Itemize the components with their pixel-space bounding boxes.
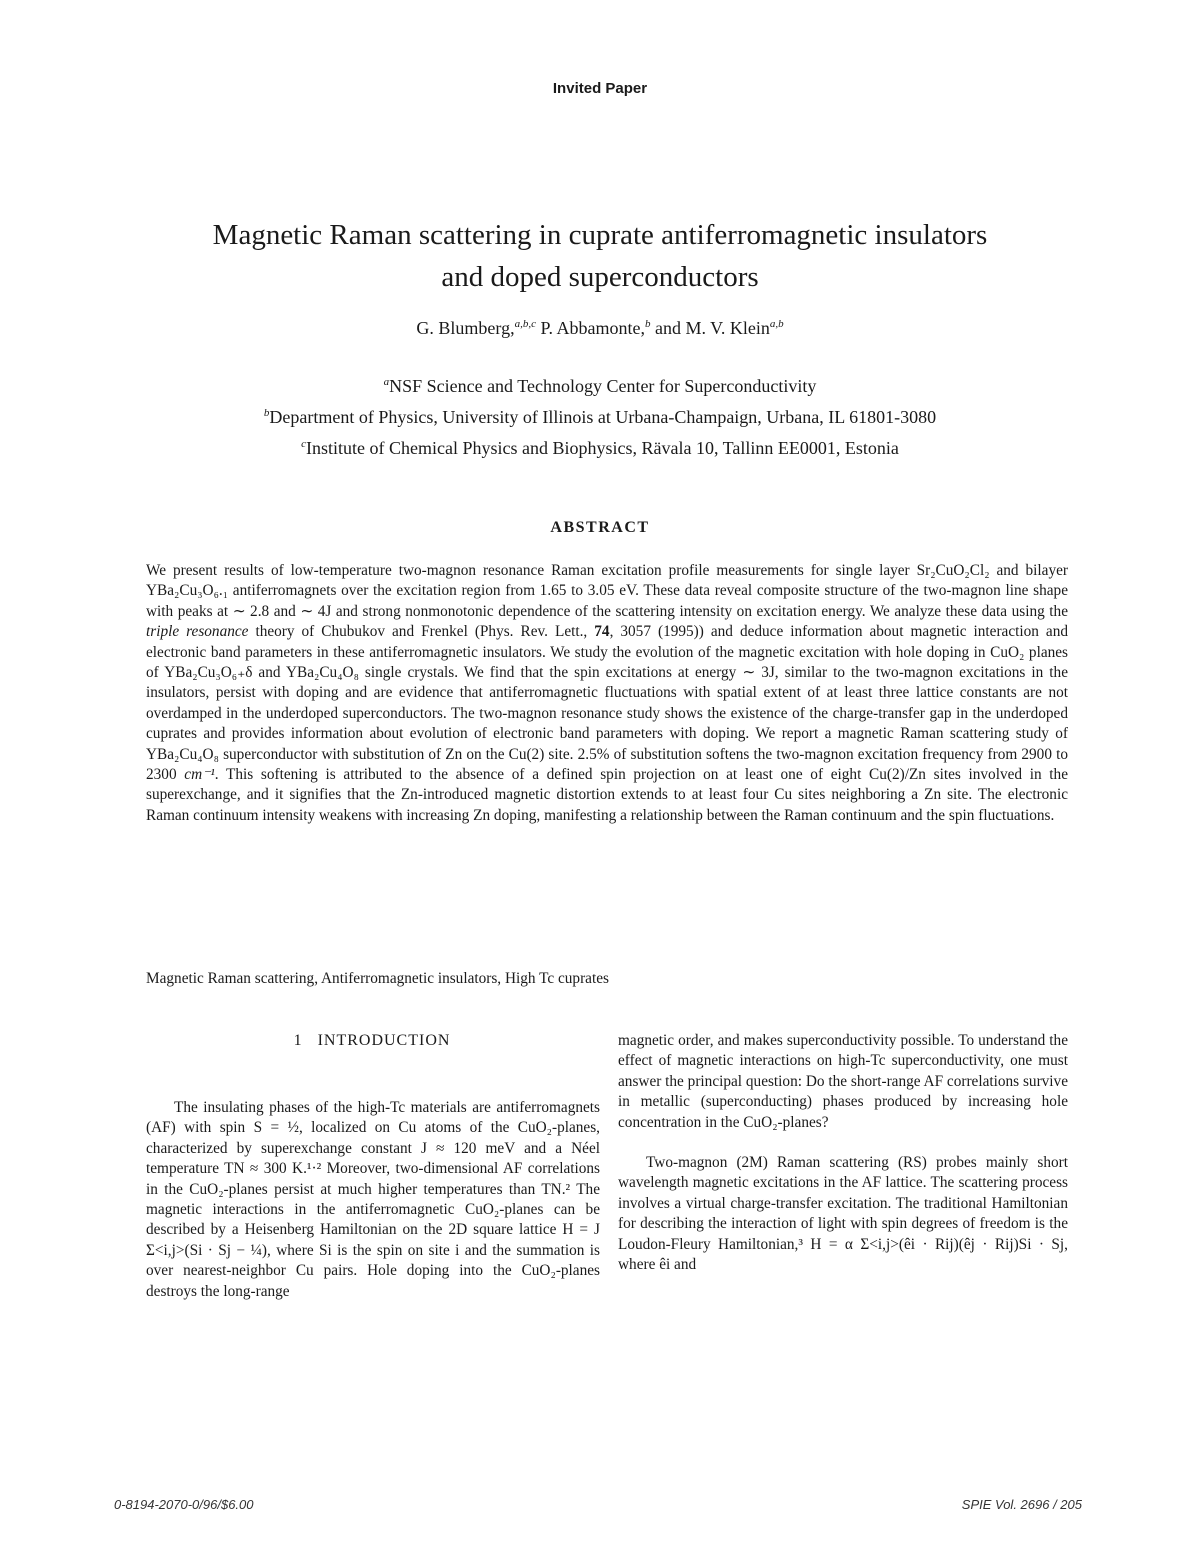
author-affil-mark: a,b	[769, 318, 784, 330]
affiliation-text: NSF Science and Technology Center for Superconductivity	[389, 376, 817, 396]
paragraph: Two-magnon (2M) Raman scattering (RS) probes mainly short wavelength magnetic excitations in the AF lattice. The scattering process involves a virtual charge-transfer excitation. The traditional Hamiltonian for describing the interaction of light with spin degrees of freedom is the Loudon-Fleury Hamiltonian,³ H = α Σ<i,j>(êi · Rij)(êj · Rij)Si · Sj, where êi and	[618, 1154, 1068, 1274]
paper-title	[100, 214, 1100, 298]
intro-left-column	[146, 1098, 600, 1302]
author-name: P. Abbamonte,	[535, 318, 645, 338]
affiliation-b	[0, 400, 1200, 431]
affiliation-text: Department of Physics, University of Illinois at Urbana-Champaign, Urbana, IL 61801-3080	[269, 407, 937, 427]
abstract-text: . This softening is attributed to the absence of a defined spin projection on at least one of eight Cu(2)/Zn sites involved in the superexchange, and it signifies that the Zn-introduced magnetic distortion extends to at least four Cu sites neighboring a Zn site. The electronic Raman continuum intensity weakens with increasing Zn doping, manifesting a relationship between the Raman continuum and the spin fluctuations.	[146, 766, 1068, 824]
abstract-volume: 74	[594, 623, 610, 641]
affiliation-mark: b	[263, 407, 270, 419]
abstract-unit: cm⁻¹	[184, 766, 215, 784]
keywords: Magnetic Raman scattering, Antiferromagnetic insulators, High Tc cuprates	[146, 970, 609, 987]
abstract-emphasis: triple resonance	[146, 623, 249, 641]
affiliation-mark: c	[301, 438, 307, 450]
affiliations	[0, 369, 1200, 462]
abstract-text: We present results of low-temperature two-magnon resonance Raman excitation profile measurements for single layer Sr₂CuO₂Cl₂ and bilayer YBa₂Cu₃O₆.₁ antiferromagnets over the excitation region from 1.65 to 3.05 eV. These data reveal composite structure of the two-magnon line shape with peaks at ∼ 2.8 and ∼ 4J and strong nonmonotonic dependence of the scattering intensity on excitation energy. We analyze these data using the	[146, 562, 1068, 620]
author-name: G. Blumberg,	[416, 318, 515, 338]
paragraph: The insulating phases of the high-Tc materials are antiferromagnets (AF) with spin S = ½, localized on Cu atoms of the CuO₂-planes, characterized by superexchange constant J ≈ 120 meV and a Néel temperature TN ≈ 300 K.¹·² Moreover, two-dimensional AF correlations in the CuO₂-planes persist at much higher temperatures than TN.² The magnetic interactions in the antiferromagnetic CuO₂-planes can be described by a Heisenberg Hamiltonian on the 2D square lattice H = J Σ<i,j>(Si · Sj − ¼), where Si is the spin on site i and the summation is over nearest-neighbor Cu pairs. Hole doping into the CuO₂-planes destroys the long-range	[146, 1099, 600, 1300]
paragraph: magnetic order, and makes superconductivity possible. To understand the effect of magnetic interactions on high-Tc superconductivity, one must answer the principal question: Do the short-range AF correlations survive in metallic (superconducting) phases produced by increasing hole concentration in the CuO₂-planes?	[618, 1032, 1068, 1131]
abstract-text: , 3057 (1995)) and deduce information about magnetic interaction and electronic band parameters in these antiferromagnetic insulators. We study the evolution of the magnetic excitation with hole doping in CuO₂ planes of YBa₂Cu₃O₆₊δ and YBa₂Cu₄O₈ single crystals. We find that the spin excitations at energy ∼ 3J, similar to the two-magnon excitations in the insulators, persist with doping and are evidence that antiferromagnetic fluctuations with spatial extent of at least three lattice constants are not overdamped in the underdoped superconductors. The two-magnon resonance study shows the existence of the charge-transfer gap in the underdoped cuprates and provides information about evolution of electronic band parameters with doping. We report a magnetic Raman scattering study of YBa₂Cu₄O₈ superconductor with substitution of Zn on the Cu(2) site. 2.5% of substitution softens the two-magnon excitation frequency from 2900 to 2300	[146, 623, 1069, 784]
intro-right-column	[618, 1031, 1068, 1275]
abstract-body	[146, 561, 1068, 826]
footer-isbn: 0-8194-2070-0/96/$6.00	[114, 1497, 254, 1512]
abstract-heading: ABSTRACT	[550, 519, 650, 536]
affiliation-a	[0, 369, 1200, 400]
author-affil-mark: a,b,c	[514, 318, 536, 330]
footer-page-ref: SPIE Vol. 2696 / 205	[961, 1497, 1082, 1512]
abstract-text: theory of Chubukov and Frenkel (Phys. Rev. Lett.,	[248, 623, 595, 641]
section-heading-introduction: 1 INTRODUCTION	[293, 1032, 451, 1049]
paper-type-label: Invited Paper	[552, 80, 648, 97]
affiliation-c	[0, 431, 1200, 462]
author-affil-mark: b	[644, 318, 651, 330]
affiliation-mark: a	[383, 376, 390, 388]
author-name: and M. V. Klein	[650, 318, 770, 338]
title-line-1: Magnetic Raman scattering in cuprate antiferromagnetic insulators	[212, 219, 988, 251]
title-line-2: and doped superconductors	[441, 261, 759, 293]
author-list	[0, 318, 1200, 339]
affiliation-text: Institute of Chemical Physics and Biophysics, Rävala 10, Tallinn EE0001, Estonia	[306, 438, 899, 458]
